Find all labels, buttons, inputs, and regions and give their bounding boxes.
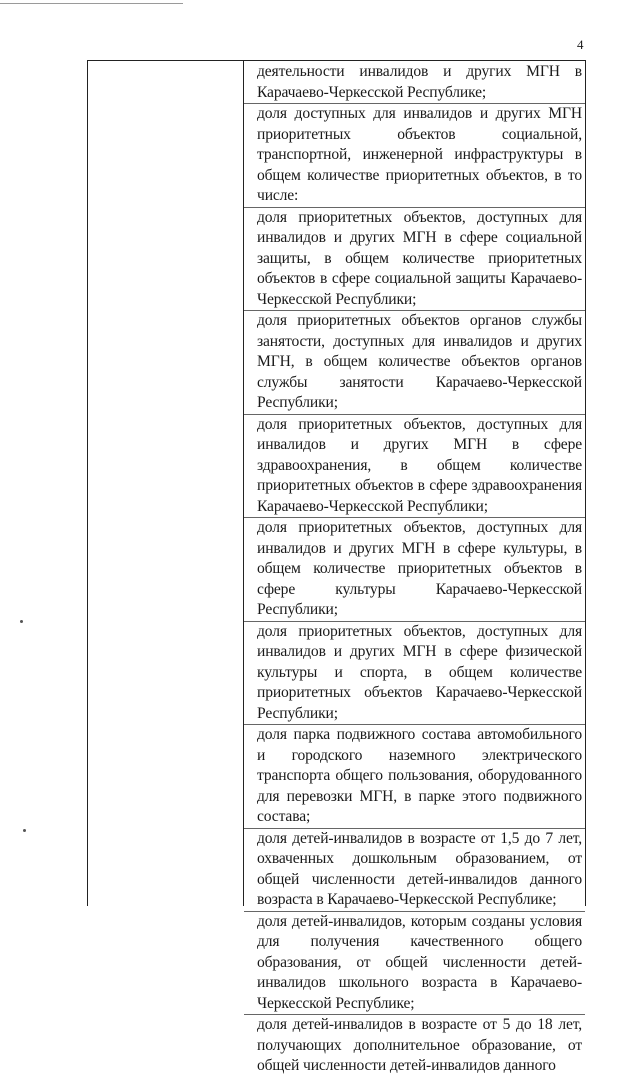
page-number: 4	[577, 37, 584, 52]
table-left-column	[87, 61, 244, 906]
table-cell: доля приоритетных объектов, доступных для инвалидов и других МГН в сфере социальной защиты, в общем количестве приоритетных объектов в сфере социальной защиты Карачаево-Черкесской Республики;	[244, 208, 585, 312]
table-cell: доля детей-инвалидов в возрасте от 5 до 18 лет, получающих дополнительное образование, от общей численности детей-инвалидов данного	[257, 1016, 582, 1074]
table-right-column	[244, 61, 586, 1074]
table-cell: доля детей-инвалидов, которым созданы условия для получения качественного общего образования, от общей численности детей-инвалидов школьного возраста в Карачаево-Черкесской Республике;	[244, 912, 585, 1016]
table-cell: доля приоритетных объектов органов службы занятости, доступных для инвалидов и других МГН, в общем количестве объектов органов службы занятости Карачаево-Черкесской Республики;	[244, 311, 585, 415]
table-cell: доля детей-инвалидов в возрасте от 1,5 до 7 лет, охваченных дошкольным образованием, от общей численности детей-инвалидов данного возраста в Карачаево-Черкесской Республике;	[244, 829, 585, 912]
scan-speck	[23, 829, 26, 832]
table-cell: доля приоритетных объектов, доступных для инвалидов и других МГН в сфере физической культуры и спорта, в общем количестве приоритетных объектов Карачаево-Черкесской Республики;	[244, 622, 585, 726]
document-table	[87, 60, 586, 1074]
table-cell: доля приоритетных объектов, доступных для инвалидов и других МГН в сфере здравоохранения, в общем количестве приоритетных объектов в сфере здравоохранения Карачаево-Черкесской Республики;	[244, 415, 585, 519]
scan-speck	[20, 620, 23, 623]
table-cell: доля доступных для инвалидов и других МГН приоритетных объектов социальной, транспортной, инженерной инфраструктуры в общем количестве приоритетных объектов, в то числе:	[244, 104, 585, 208]
table-cell: доля приоритетных объектов, доступных для инвалидов и других МГН в сфере культуры, в общем количестве приоритетных объектов в сфере культуры Карачаево-Черкесской Республики;	[244, 518, 585, 622]
table-cell: доля парка подвижного состава автомобильного и городского наземного электрического транспорта общего пользования, оборудованного для перевозки МГН, в парке этого подвижного состава;	[244, 725, 585, 829]
header-rule	[0, 3, 183, 4]
table-cell: деятельности инвалидов и других МГН в Карачаево-Черкесской Республике;	[244, 61, 585, 104]
